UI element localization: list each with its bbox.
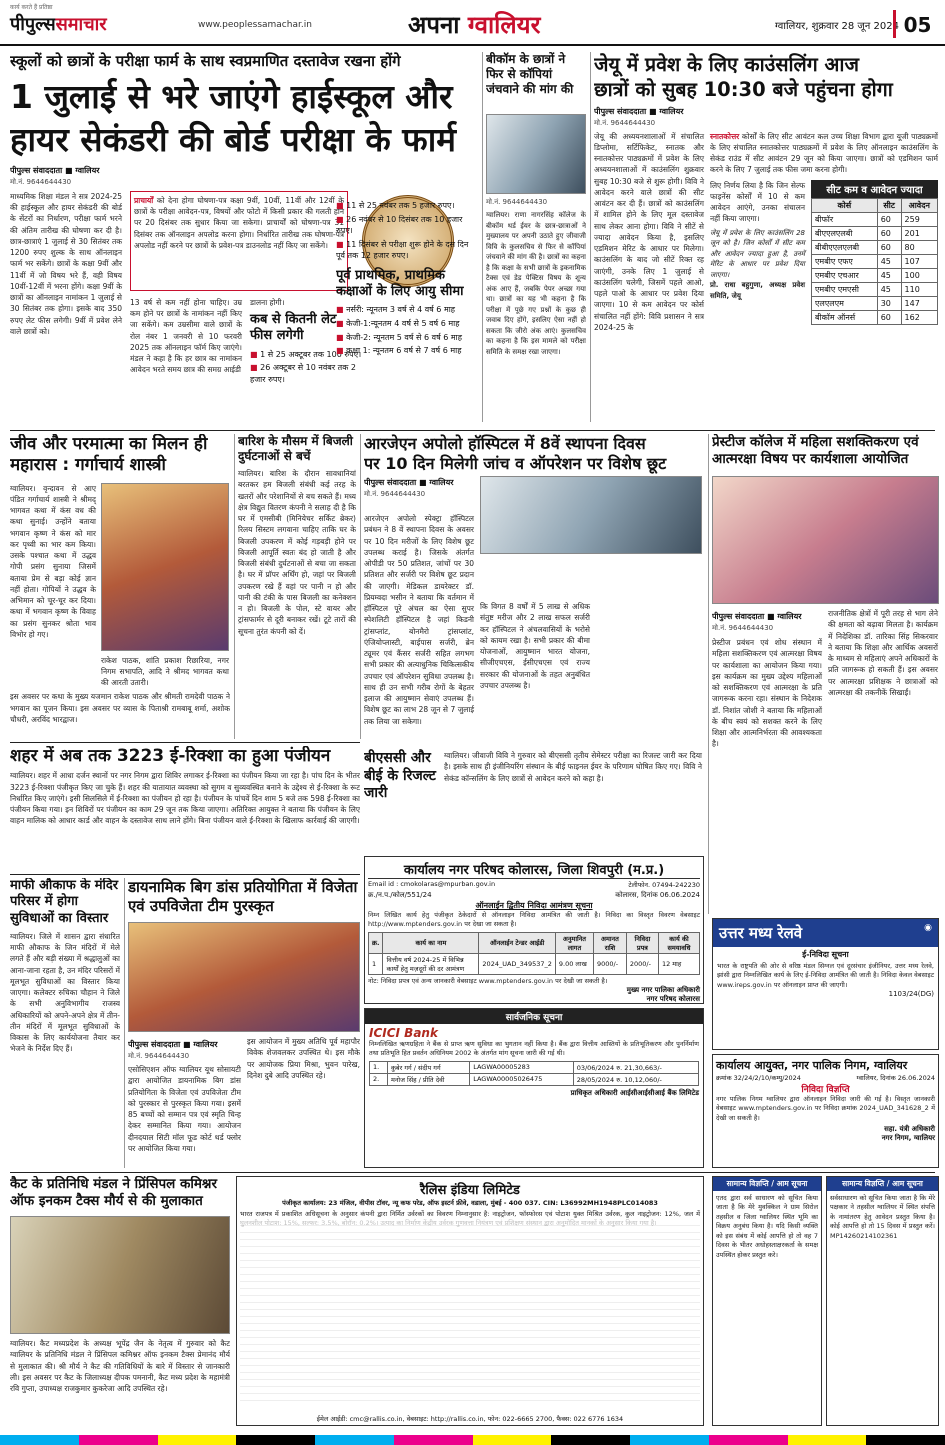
table-cell: वित्तीय वर्ष 2024-25 में विभिन्न कार्यों हेतु मज़दूरों की दर आमंत्रण [383, 953, 479, 974]
dance-text: एसोसिएशन ऑफ ग्वालियर यूथ सोसायटी द्वारा आयोजित डायनामिक बिग डांस प्रतियोगिता के विजेता एवं उपविजेता टीम को पुरस्कार से पुरस्कृत किया गया। इसमें 85 बच्चों को सम्मान पत्र एवं स्मृति चिन्ह देकर सम्मानित किया गया। आयोजन दीनदयाल सिटी मॉल फूड कोर्ट थर्ड फ्लोर पर आयोजित किया गया। [128, 1065, 241, 1153]
lead-headline-2: हायर सेकंडरी की बोर्ड परीक्षा के फार्म [10, 119, 456, 159]
table-cell: एमबीए एचआर [812, 268, 878, 282]
color-swatch [79, 1435, 158, 1445]
tender-table-header: कार्य की समयावधि [658, 932, 699, 953]
kolaras-title: कार्यालय नगर परिषद कोलारस, जिला शिवपुरी (म.प्र.) [368, 860, 700, 879]
table-cell: 45 [877, 282, 901, 296]
table-cell: एमबीए एमएसी [812, 282, 878, 296]
table-cell: 60 [877, 212, 901, 226]
brand-url[interactable]: www.peoplessamachar.in [198, 20, 312, 30]
lead-kicker: स्कूलों को छात्रों के परीक्षा फार्म के साथ स्वप्रमाणित दस्तावेज रखना होंगे [10, 52, 401, 70]
masthead-tagline: कार्य करते हैं प्रतिष्ठा [10, 4, 53, 11]
lead-mobile: मो.नं. 9644644430 [10, 177, 72, 186]
late-fee-subhead: कब से कितनी लेट फीस लगेगी [250, 312, 337, 344]
garg-text: ग्वालियर। वृन्दावन से आए पंडित गर्गाचार्य शास्त्री ने श्रीमद् भागवत कथा में कंस वध की कथा सुनाई। उन्होंने बताया भगवान कृष्ण ने कंस को मार कर पृथ्वी का भार कम किया। उसके पश्चात कथा में उद्धव गोपी प्रसंग सुनाया जिसमें बताया प्रेम से बड़ा कोई ज्ञान नहीं होता। गोपियों ने उद्धव के अभिमान को चूर-चूर कर दिया। कथा में भगवान कृष्ण के विवाह का प्रसंग सुनकर श्रोता भाव विभोर हो गए। [10, 483, 96, 639]
table-cell: 107 [901, 254, 937, 268]
apollo-byline: पीपुल्स संवाददाता ■ ग्वालियर [364, 478, 454, 487]
lead-box [130, 191, 348, 291]
tender-table-header: क्र. [369, 932, 383, 953]
nigam-ref: क्रमांक 32/24/2/10/कम्यु/2024 [716, 1074, 801, 1082]
lead-headline-1: 1 जुलाई से भरे जाएंगे हाईस्कूल और [10, 77, 453, 116]
color-registration-bar [0, 1435, 945, 1445]
railway-ref: 1103/24(DG) [888, 990, 934, 999]
seat-table-header: कोर्स [812, 198, 878, 212]
table-cell: एलएलएम [812, 296, 878, 310]
dance-photo [128, 922, 360, 1032]
table-cell: कुबेर गर्ग / संदीप गर्ग [387, 1061, 469, 1073]
apollo-headline-1: आरजेएन अपोलो हॉस्पिटल में 8वें स्थापना दिवस [364, 434, 646, 453]
table-cell: 80 [901, 240, 937, 254]
apollo-text-2: कि विगत 8 वर्षों में 5 लाख से अधिक संतुष्ट मरीज और 2 लाख सफल सर्जरी कर हॉस्पिटल ने अंचलवासियों के भरोसे को कायम रखा है। सभी प्रकार की बीमा योजनाओं, आयुष्मान भारत योजना, सीजीएचएस, ईसीएचएस एवं राज्य सरकार की योजनाओं के तहत अनुबंधित उपचार उपलब्ध है। [480, 602, 590, 690]
prestige-text-2: राजनीतिक क्षेत्रों में पूरी तरह से भाग लेने की क्षमता को बढ़ावा मिलता है। कार्यक्रम में निदेशिका डॉ. तारिका सिंह सिकरवार ने बताया कि शिक्षा और आर्थिक अवसरों के माध्यम से महिलाएं अपने अधिकारों के प्रति जागरूक हो सकती हैं। इस अवसर पर आत्मरक्षा प्रशिक्षक ने छात्राओं को आत्मरक्षा की तकनीकें सिखाईं। [828, 609, 938, 697]
temple-text: ग्वालियर। जिले में शासन द्वारा संधारित माफी औकाफ के जिन मंदिरों में मेले लगते हैं और बड़ी संख्या में श्रद्धालुओं का आना-जाना रहता है, उन मंदिर परिसरों में मूलभूत सुविधाओं का विस्तार किया जाएगा। कलेक्टर रुचिका चौहान ने जिले के सभी अनुविभागीय राजस्व अधिकारियों को अपने-अपने क्षेत्र में तीन-तीन मंदिरों में मूलभूत सुविधाओं के विकास के लिए कार्ययोजना तैयार कर भेजने के निर्देश दिए हैं। [10, 931, 120, 1054]
bcom-story [486, 52, 586, 422]
table-cell: LAGWA00005026475 [470, 1073, 574, 1085]
public-notice-a [712, 1176, 822, 1426]
byline-name: पीपुल्स संवाददाता [712, 612, 765, 621]
lead-col-2: 13 वर्ष से कम नहीं होना चाहिए। उम्र कम होने पर छात्रों के नामांकन नहीं किए जा सकेंगे। कम उम्रसीमा वाले छात्रों के रोल नंबर 1 जनवरी से 10 फरवरी 2025 तक ऑनलाइन फॉर्म किए जाएंगे। मंडल ने कहा है कि हर छात्र का नामांकन आवेदन भरते समय छात्र की समग्र आईडी [130, 297, 242, 375]
nigam-notice [712, 1054, 939, 1168]
color-swatch [0, 1435, 79, 1445]
kolaras-notice: ऑनलाईन द्वितीय निविदा आमंत्रण सूचना [475, 901, 593, 910]
color-swatch [630, 1435, 709, 1445]
masthead [0, 0, 945, 46]
nigam-sign-1: सहा. यंत्री अधिकारी [884, 1125, 935, 1134]
table-cell: 1. [370, 1061, 388, 1073]
color-swatch [551, 1435, 630, 1445]
table-cell: 45 [877, 254, 901, 268]
table-row [812, 310, 938, 324]
table-cell: 28/05/2024 रु. 10,12,060/- [573, 1073, 698, 1085]
color-swatch [236, 1435, 315, 1445]
table-row [369, 953, 700, 974]
table-cell: 12 माह [658, 953, 699, 974]
dance-text-2: इस आयोजन में मुख्य अतिथि पूर्व महापौर विवेक शेजवलकर उपस्थित थे। इस मौके पर आयोजक प्रिया मिश्रा, भुवन पारेख, दिनेश दुबे आदि उपस्थित रहे। [247, 1037, 360, 1080]
table-cell: 110 [901, 282, 937, 296]
prestige-byline: पीपुल्स संवाददाता ■ ग्वालियर [712, 612, 802, 621]
bsc-text: ग्वालियर। जीवाजी विवि ने गुरुवार को बीएससी तृतीय सेमेस्टर परीक्षा का रिजल्ट जारी कर दिया है। इसके साथ ही इंजीनियरिंग संस्थान के बीई फाइनल ईयर के परिणाम घोषित किए गए। विवि ने सेकंड कॉन्सलिंग के लिए छात्रों से आवेदन करने को कहा है। [444, 751, 702, 783]
prestige-photo [712, 476, 939, 604]
lead-right-column [336, 200, 478, 430]
age-limit-head: पूर्व प्राथमिक, प्राथमिक कक्षाओं के लिए आयु सीमा [336, 267, 464, 300]
prestige-text: प्रेस्टीज प्रबंधन एवं शोध संस्थान में महिला सशक्तिकरण एवं आत्मरक्षा विषय पर कार्यशाला का आयोजन किया गया। इस कार्यक्रम का मुख्य उद्देश्य महिलाओं को सशक्तिकरण एवं आत्मरक्षा के प्रति जागरूक करना रहा। संस्थान के निदेशक डॉ. निशांत जोशी ने बताया कि महिलाओं के बीच स्वयं को सशक्त करने के लिए शिक्षा और आत्मनिर्भरता की आवश्यकता है। [712, 638, 822, 749]
nigam-text: नगर पालिक निगम ग्वालियर द्वारा ऑनलाइन निविदा जारी की गई है। विस्तृत जानकारी वेबसाइट www.mptenders.gov.in पर निविदा क्रमांक 2024_UAD_341628_2 में देखी जा सकती है। [716, 1095, 935, 1122]
brand-name-b: समाचार [55, 14, 107, 35]
table-cell: 201 [901, 226, 937, 240]
bcom-mobile: मो.नं. 9644644430 [486, 198, 548, 206]
apollo-mobile: मो.नं. 9644644430 [364, 490, 426, 498]
byline-city: ग्वालियर [75, 165, 100, 175]
age-limit-4: ■ कक्षा 1: न्यूनतम 6 वर्ष से 7 वर्ष 6 माह [336, 345, 478, 357]
icici-sign: प्राधिकृत अधिकारी आईसीआईसीआई बैंक लिमिटेड [570, 1088, 699, 1097]
color-swatch [158, 1435, 237, 1445]
age-limit-3: ■ केजी-2: न्यूनतम 5 वर्ष से 6 वर्ष 6 माह [336, 332, 478, 344]
tender-table-header: ऑनलाईन टेन्डर आईडी [479, 932, 555, 953]
bsc-headline: बीएससी और बीई के रिजल्ट जारी [364, 750, 436, 801]
nigam-date: ग्वालियर, दिनांक 26.06.2024 [856, 1074, 935, 1082]
table-row [812, 282, 938, 296]
table-cell: 30 [877, 296, 901, 310]
cat-text: ग्वालियर। कैट मध्यप्रदेश के अध्यक्ष भूपेंद्र जैन के नेतृत्व में गुरुवार को कैट ग्वालियर के प्रतिनिधि मंडल ने प्रिंसिपल कमिश्नर ऑफ इनकम टैक्स प्रेमानंद मौर्य से मुलाकात की। श्री मौर्य ने कैट की गतिविधियों के बारे में विस्तार से जानकारी ली। इस अवसर पर कैट के जिलाध्यक्ष दीपक पमनानी, कैट मध्य प्रदेश के महामंत्री रवि गुप्ता, उपाध्यक्ष राजकुमार कुकरेजा आदि उपस्थित रहे। [10, 1339, 230, 1393]
byline-city: ग्वालियर [659, 106, 684, 116]
lead-col-3: डालना होगी। [250, 297, 285, 307]
section-title-a: अपना [408, 11, 460, 39]
jiwaji-pg-head: स्नातकोत्तर [710, 131, 740, 141]
seat-table [811, 198, 938, 325]
cat-story [10, 1176, 230, 1426]
byline-city: ग्वालियर [777, 612, 802, 621]
nigam-heading: निविदा विज्ञप्ति [801, 1085, 850, 1095]
table-cell: बीफॉर [812, 212, 878, 226]
public-notice-b-title: सामान्य विज्ञप्ति / आम सूचना [827, 1177, 938, 1191]
erickshaw-headline: शहर में अब तक 3223 ई-रिक्शा का हुआ पंजीयन [10, 746, 331, 766]
kolaras-ref: क्र./न.प./कोल/551/24 [368, 891, 432, 899]
jiwaji-byline: पीपुल्स संवाददाता ■ ग्वालियर [594, 106, 684, 116]
jiwaji-pg-text: कोर्सों के लिए सीट आवंटन कल उच्च शिक्षा विभाग द्वारा यूजी पाठ्यक्रमों के लिए संचालित स्नातकोत्तर पाठ्यक्रमों में प्रवेश के लिए ऑनलाइन काउंसलिंग के सेकंड राउंड में सीट आवंटन 29 जून को किया जाएगा। छात्रों को एडमिशन फार्म करने के लिए 7 जुलाई तक फीस जमा करना होगी। [710, 131, 938, 175]
railway-text: भारत के राष्ट्रपति की ओर से वरिष्ठ मंडल सिग्नल एवं दूरसंचार इंजीनियर, उत्तर मध्य रेलवे, झांसी द्वारा निम्नलिखित कार्य के लिए ई-निविदा आमंत्रित की जाती है। निविदा केवल वेबसाइट www.ireps.gov.in पर ऑनलाइन प्राप्त की जाएगी। [717, 962, 934, 989]
icici-table [369, 1061, 699, 1086]
table-cell: एमबीए एफए [812, 254, 878, 268]
table-row [812, 240, 938, 254]
icici-logo: ICICI Bank [369, 1026, 438, 1040]
kolaras-email[interactable]: Email id : cmokolaras@mpurban.gov.in [368, 880, 496, 888]
table-cell: 9.00 लाख [555, 953, 593, 974]
jiwaji-col-2: लिए निर्णय लिया है कि जिन सेल्फ फाइनेंस कोर्सों में 10 से कम आवेदन आएंगे, उनका संचालन नहीं किया जाएगा। [710, 180, 805, 224]
table-row [812, 226, 938, 240]
kolaras-table [368, 932, 700, 975]
apollo-photo [480, 476, 702, 554]
public-notice-b [826, 1176, 939, 1426]
dance-mobile: मो.नं. 9644644430 [128, 1052, 190, 1060]
jiwaji-headline-1: जेयू में प्रवेश के लिए काउंसलिंग आज [594, 53, 859, 76]
tender-table-header: निविदा प्रपत्र [626, 932, 658, 953]
public-notice-a-title: सामान्य विज्ञप्ति / आम सूचना [713, 1177, 821, 1191]
rallis-fine-print [240, 1219, 700, 1407]
erickshaw-text: ग्वालियर। शहर में आधा दर्जन स्थानों पर नगर निगम द्वारा शिविर लगाकर ई-रिक्शा का पंजीयन किया जा रहा है। पांच दिन के भीतर 3223 ई-रिक्शा पंजीकृत किए जा चुके हैं। शहर की यातायात व्यवस्था को सुगम व सुव्यवस्थित बनाने के उद्देश्य से ई-रिक्शा के रूट निर्धारित किए जाएंगे। इसी सिलसिले में ई-रिक्शा का पंजीयन हो रहा है। पंजीयन के पांचवें दिन शाम 5 बजे तक 598 ई-रिक्शा का पंजीयन किया गया। इन शिविरों पर पंजीयन का काम 29 जून तक किया जाएगा। अतिरिक्त आयुक्त ने बताया कि पंजीयन के लिए वाहन मालिक को आधार कार्ड और वाहन के दस्तावेज साथ लाने होंगे। बिना पंजीयन वाले ई-रिक्शा के खिलाफ कार्रवाई की जाएगी। [10, 771, 360, 826]
tender-table-header: अनुमानित लागत [555, 932, 593, 953]
table-cell: LAGWA00005283 [470, 1061, 574, 1073]
late-fee-4: ■ 26 नवंबर से 10 दिसंबर तक 10 हजार रुपए। [336, 214, 478, 237]
temple-story [10, 878, 120, 1168]
rain-headline: बारिश के मौसम में बिजली दुर्घटनाओं से बचें [238, 434, 353, 463]
railway-title: उत्तर मध्य रेलवे [719, 924, 803, 942]
page-number: 05 [893, 10, 939, 38]
kolaras-phone: टेलीफोन. 07494-242230 [628, 881, 700, 889]
garg-text-2: इस अवसर पर कथा के मुख्य यजमान राकेश पाठक और श्रीमती रामदेवी पाठक ने भगवान का पूजन किया। इस अवसर पर व्यास के पिताश्री रामबाबू शर्मा, अशोक चौधरी, अरविंद भारद्वाज। [10, 692, 230, 724]
cat-photo [10, 1216, 230, 1334]
icici-notice [364, 1008, 704, 1168]
table-cell: 2024_UAD_349537_2 [479, 953, 555, 974]
table-cell: 147 [901, 296, 937, 310]
jiwaji-caption-name: प्रो. राधा बहुगुणा, अध्यक्ष प्रवेश समिति, जेयू [710, 281, 805, 300]
seat-table-title: सीट कम व आवेदन ज्यादा [811, 180, 938, 198]
garg-caption: राकेश पाठक, शांति प्रकाश रिछारिया, नगर निगम सभापति, आदि ने श्रीमद भागवत कथा की आरती उतारी। [101, 655, 229, 687]
kolaras-desc: निम्न लिखित कार्य हेतु पंजीकृत ठेकेदारों से ऑनलाइन निविदा आमंत्रित की जाती है। निविदा का विस्तृत विवरण वेबसाइट http://www.mptenders.gov.in पर देखा जा सकता है। [368, 911, 700, 929]
section-title [408, 8, 540, 41]
kolaras-note: नोट: निविदा प्रपत्र एवं अन्य जानकारी वेबसाइट www.mptenders.gov.in पर देखी जा सकती है। [368, 976, 608, 985]
table-cell: 45 [877, 268, 901, 282]
public-notice-a-text: एतद द्वारा सर्व साधारण को सूचित किया जाता है कि मेरे मुवक्किल ने ग्राम सिरोल तहसील व जिला ग्वालियर स्थित भूमि का विक्रय अनुबंध किया है। यदि किसी व्यक्ति को इस संबंध में कोई आपत्ति हो तो वह 7 दिवस के भीतर अधोहस्ताक्षरकर्ता के समक्ष उपस्थित होकर प्रस्तुत करे। [716, 1194, 818, 1259]
table-cell: 259 [901, 212, 937, 226]
brand-name-a: पीपुल्स [10, 14, 56, 35]
dateline: ग्वालियर, शुक्रवार 28 जून 2024 [775, 21, 899, 32]
color-swatch [473, 1435, 552, 1445]
seat-table-header: आवेदन [901, 198, 937, 212]
seat-table-header: सीट [877, 198, 901, 212]
nigam-sign-2: नगर निगम, ग्वालियर [881, 1134, 935, 1143]
kolaras-sign-2: नगर परिषद कोलारस [646, 995, 700, 1004]
table-row [370, 1073, 699, 1085]
apollo-story [364, 434, 704, 854]
garg-headline: जीव और परमात्मा का मिलन ही महारास : गर्गाचार्य शास्त्री [10, 434, 208, 476]
lead-box-text: को देना होगा घोषणा-पत्र कक्षा 9वीं, 10वीं, 11वीं और 12वीं के छात्रों के परीक्षा आवेदन-पत्र, विषयों और फोटो में किसी प्रकार की गलती होने पर 20 दिसंबर तक सुधार किया जा सकेगा। प्राचार्यों को घोषणा-पत्र 31 दिसंबर तक ऑनलाइन अपलोड करना होगा। निर्धारित तारीख तक घोषणा-पत्र अपलोड नहीं करने पर छात्रों के प्रवेश-पत्र डाउनलोड नहीं किए जा सकेंगे। [134, 195, 344, 250]
table-cell: 9000/- [593, 953, 626, 974]
icici-label: सार्वजनिक सूचना [365, 1009, 703, 1024]
tender-table-header: अमानत राशि [593, 932, 626, 953]
byline-city: ग्वालियर [193, 1040, 218, 1049]
late-fee-1: ■ 1 से 25 अक्टूबर तक 100 रुपए। [250, 349, 362, 361]
table-cell: 60 [877, 310, 901, 324]
color-swatch [866, 1435, 945, 1445]
late-fee-3: ■ 11 से 25 नवंबर तक 5 हजार रुपए। [336, 200, 478, 212]
byline-name: पीपुल्स संवाददाता [594, 106, 647, 116]
kolaras-tender [364, 856, 704, 1004]
age-limit-2: ■ केजी-1:न्यूनतम 4 वर्ष से 5 वर्ष 6 माह [336, 318, 478, 330]
table-cell: 2. [370, 1073, 388, 1085]
rallis-footer: ईमेल आईडी: cmc@rallis.co.in, वेबसाइट: http://rallis.co.in, फोन: 022-6665 2700, फैक्स: 022 6776 1634 [316, 1415, 624, 1423]
color-swatch [788, 1435, 867, 1445]
section-title-b: ग्वालियर [467, 11, 541, 39]
prestige-mobile: मो.नं. 9644644430 [712, 624, 774, 632]
color-swatch [709, 1435, 788, 1445]
icici-text: निम्नलिखित ऋणग्रहिता ने बैंक से प्राप्त ऋण सुविधा का भुगतान नहीं किया है। बैंक द्वारा वित्तीय आस्तियों के प्रतिभूतिकरण और पुनर्निर्माण तथा प्रतिभूति हित प्रवर्तन अधिनियम 2002 के अंतर्गत मांग सूचना जारी की गई थी। [369, 1040, 699, 1058]
table-cell: 60 [877, 240, 901, 254]
garg-photo [101, 483, 229, 651]
temple-headline: माफी औकाफ के मंदिर परिसर में होगा सुविधाओं का विस्तार [10, 878, 119, 926]
table-cell: बीएएलएलबी [812, 226, 878, 240]
table-cell: 2000/- [626, 953, 658, 974]
kolaras-date: कोलारस, दिनांक 06.06.2024 [615, 891, 700, 899]
cat-headline: कैट के प्रतिनिधि मंडल ने प्रिंसिपल कमिश्नर ऑफ इनकम टैक्स मौर्य से की मुलाकात [10, 1176, 217, 1209]
tender-table-header: कार्य का नाम [383, 932, 479, 953]
rallis-text: भारत राजपत्र में प्रकाशित अधिसूचना के अनुसार कंपनी द्वारा निर्मित उर्वरकों का विवरण निम्नानुसार है: नाइट्रोजन, फॉस्फोरस एवं पोटाश युक्त मिश्रित उर्वरक, कुल नाइट्रोजन: 12%, जल में [240, 1210, 700, 1218]
jiwaji-pg-box [710, 131, 938, 176]
nigam-title: कार्यालय आयुक्त, नगर पालिक निगम, ग्वालियर [716, 1059, 908, 1072]
brand-logo [10, 12, 107, 36]
prestige-headline: प्रेस्टीज कॉलेज में महिला सशक्तिकरण एवं आत्मरक्षा विषय पर कार्यशाला आयोजित [712, 434, 919, 467]
railway-logo-icon: ◉ [924, 923, 932, 933]
rain-story [238, 434, 356, 739]
table-row [370, 1061, 699, 1073]
bcom-photo [486, 114, 586, 194]
table-cell: 162 [901, 310, 937, 324]
byline-name: पीपुल्स संवाददाता [364, 478, 417, 487]
public-notice-b-text: सर्वसाधारण को सूचित किया जाता है कि मेरे पक्षकार ने तहसील ग्वालियर में स्थित संपत्ति के नामांतरण हेतु आवेदन प्रस्तुत किया है। कोई आपत्ति हो तो 15 दिवस में प्रस्तुत करें। MP14260214102361 [830, 1194, 935, 1240]
rain-text: ग्वालियर। बारिश के दौरान सावधानियां बरतकर हम बिजली संबंधी कई तरह के खतरों और परेशानियों से बच सकते हैं। मध्य क्षेत्र विद्युत वितरण कंपनी ने सलाह दी है कि घर में एमसीबी (मिनियेचर सर्किट ब्रेकर) रिलय सिस्टम लगवाना चाहिए ताकि घर के बिजली उपकरण में कोई गड़बड़ी होने पर बिजली आपूर्ति स्वतः बंद हो जाती है और बिजली संबंधी दुर्घटनाओं से बचा जा सकता है। घर में प्रॉपर अर्थिंग हो, जहां पर बिजली उपकरण रखे हैं वहां पर पानी न हो और पानी की टंकी के पास बिजली का कनेक्शन न हो। बिजली के पोल, स्टे वायर और ट्रांसफार्मर से दूरी बनाकर रखें। टूटे तारों की सूचना तुरंत कंपनी को दें। [238, 469, 356, 636]
table-cell: मनोज सिंह / प्रीति देवी [387, 1073, 469, 1085]
table-row [812, 268, 938, 282]
prestige-story [712, 434, 939, 914]
jiwaji-story [594, 52, 939, 427]
jiwaji-col-1: जेयू की अध्ययनशालाओं में संचालित डिप्लोमा, सर्टिफिकेट, स्नातक और स्नातकोत्तर पाठ्यक्रमों में प्रवेश के लिए अध्ययनशालाओं में काउंसलिंग शुक्रवार सुबह 10:30 बजे से शुरू होगी। विवि ने आवेदन करने वाले छात्रों की सीट आवंटन कर दी हैं। छात्रों को काउंसलिंग में शामिल होने के लिए मूल दस्तावेज साथ लेकर आना होगा। विवि ने सीटें से ज्यादा आवेदन किया है, इसलिए एडमिशन मेरिट के आधार पर मिलेगा। काउंसलिंग के बाद जो सीटें रिक्त रह जाएंगी, उनके लिए 1 जुलाई से काउंसलिंग चलेगी, जिसमें पहले आओ, पहले पाओ के आधार पर प्रवेश दिया जाएगा। 10 से कम आवेदन पर कोर्स संचालित नहीं होंगे: विवि प्रशासन ने सत्र 2024-25 के [594, 131, 704, 332]
bcom-headline: बीकॉम के छात्रों ने फिर से कॉपियां जंचवाने की मांग की [486, 52, 574, 96]
table-cell: 03/06/2024 रु. 21,30,663/- [573, 1061, 698, 1073]
jiwaji-mobile: मो.नं. 9644644430 [594, 118, 656, 127]
bcom-text: ग्वालियर। राणा नागरसिंह कॉलेज के बीकॉम थर्ड ईयर के छात्र-छात्राओं ने मुख्यालय पर अपनी उठाते हुए जीवाजी विवि के कुलसचिव से फिर से कॉपियां जंचवाने की मांग की है। छात्रों का कहना है कि कक्षा के सभी छात्रों के इकनामिक टैक्स एवं डेड पेक्टिस विषय के शून्य अंक आए हैं, जबकि पेपर अच्छा गया था। छात्रों का यह भी कहना है कि परीक्षा में पूछे गए प्रश्नों के कुछ ही जवाब दिए होंगे, इसलिए ऐसा नहीं हो सकता कि जीरो अंक आएं। कुलसचिव का कहना है कि इस मामले को परीक्षा समिति के समक्ष रखा जाएगा। [486, 211, 586, 356]
rallis-title: रैलिस इंडिया लिमिटेड [420, 1183, 520, 1198]
rallis-ad [236, 1176, 704, 1426]
table-cell: बीकॉम ऑनर्स [812, 310, 878, 324]
table-row [812, 254, 938, 268]
dance-headline: डायनामिक बिग डांस प्रतियोगिता में विजेता एवं उपविजेता टीम पुरस्कृत [128, 878, 358, 915]
rallis-sub: पंजीकृत कार्यालय: 23 मंजिल, वीपीस टॉवर, न्यू कफ परेड, ऑफ इस्टर्न फ्रीवे, वडाला, मुंबई - 400 037. CIN: L36992MH1948PLC014083 [282, 1199, 658, 1207]
table-cell: 100 [901, 268, 937, 282]
seat-table-box [811, 180, 938, 325]
late-fee-5: ■ 11 दिसंबर से परीक्षा शुरू होने के दस दिन पूर्व तक 12 हजार रुपए। [336, 239, 478, 262]
jiwaji-headline-2: छात्रों को सुबह 10:30 बजे पहुंचना होगा [594, 78, 893, 102]
color-swatch [394, 1435, 473, 1445]
table-row [812, 296, 938, 310]
color-swatch [315, 1435, 394, 1445]
table-cell: 60 [877, 226, 901, 240]
table-cell: बीबीएएलएलबी [812, 240, 878, 254]
dance-byline: पीपुल्स संवाददाता ■ ग्वालियर [128, 1040, 218, 1049]
table-cell: 1 [369, 953, 383, 974]
kolaras-sign-1: मुख्य नगर पालिका अधिकारी [626, 986, 700, 995]
byline-city: ग्वालियर [429, 478, 454, 487]
apollo-text: आरजेएन अपोलो स्पेक्ट्रा हॉस्पिटल प्रबंधन ने 8 वें स्थापना दिवस के अवसर पर 10 दिन मरीजों के लिए विशेष छूट उपलब्ध कराई है। जिसके अंतर्गत ओपीडी पर 50 प्रतिशत, जांचों पर 30 प्रतिशत और सर्जरी पर विशेष छूट प्रदान की जाएगी। मेडिकल डायरेक्टर डॉ. प्रियम्वदा भसीन ने बताया कि वर्तमान में हॉस्पिटल पूरे अंचल का ऐसा सुपर स्पेशलिटी हॉस्पिटल है जहां किडनी ट्रांसप्लांट, बोनमैरो ट्रांसप्लांट, एंजियोप्लास्टी, बाईपास सर्जरी, ब्रेन ट्यूमर एवं कैंसर सर्जरी सहित लगभग सभी प्रकार की अत्याधुनिक चिकित्सकीय उपचार एवं ऑपरेशन सुविधा उपलब्ध है। साथ ही उन सभी गरीब रोगों के बेहतर इलाज की आयुष्मान सेवाएं उपलब्ध हैं। विशेष छूट का लाभ 28 जून से 7 जुलाई तक लिया जा सकेगा। [364, 514, 474, 726]
late-fee-2: ■ 26 अक्टूबर से 10 नवंबर तक 2 हजार रुपए। [250, 362, 362, 385]
lead-col-1: माध्यमिक शिक्षा मंडल ने सत्र 2024-25 की हाईस्कूल और हायर सेकंडरी की बोर्ड के सेंटरों का निर्धारण, परीक्षा फार्म भरने की अंतिम तारीख की घोषणा कर दी है। छात्र-छात्राएं 1 जुलाई से 30 सितंबर तक 1200 रुपए शुल्क के साथ ऑनलाइन फार्म भर सकेंगे। छात्रों के कक्षा 9वीं और 11वीं में जो विषय भरे हैं, वही विषय 10वीं-12वीं में भरना होंगे। कक्षा 9वीं के छात्रों का ऑनलाइन नामांकन 1 जुलाई से 30 सितंबर तक होगा। इसके बाद 350 रुपए लेट फीस लगेगी। 9वीं में प्रवेश लेने वाले छात्रों को। [10, 191, 122, 336]
dance-story [128, 878, 360, 1168]
table-row [812, 212, 938, 226]
byline-name: पीपुल्स संवाददाता [10, 165, 63, 175]
lead-box-head: प्राचार्यों [134, 195, 154, 205]
jiwaji-caption-quote: जेयू में प्रवेश के लिए काउंसलिंग 28 जून को है। जिन कोर्सों में सीट कम और आवेदन ज्यादा हुआ है, उनमें मेरिट के आधार पर प्रवेश दिया जाएगा। [710, 228, 805, 279]
apollo-headline-2: पर 10 दिन मिलेगी जांच व ऑपरेशन पर विशेष छूट [364, 454, 667, 473]
garg-story [10, 434, 230, 752]
age-limit-1: ■ नर्सरी: न्यूनतम 3 वर्ष से 4 वर्ष 6 माह [336, 304, 478, 316]
erickshaw-story [10, 746, 360, 871]
byline-name: पीपुल्स संवाददाता [128, 1040, 181, 1049]
railway-ad [712, 918, 939, 1050]
lead-byline: पीपुल्स संवाददाता ■ ग्वालियर [10, 165, 100, 175]
railway-tag: ई-निविदा सूचना [802, 950, 849, 959]
